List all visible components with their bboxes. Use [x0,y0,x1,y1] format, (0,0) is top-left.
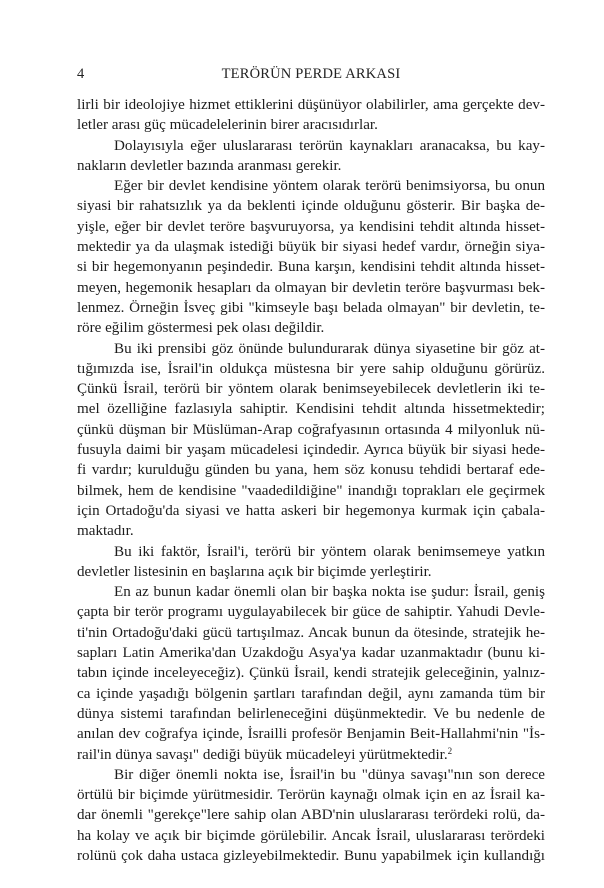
text-line: çapta bir terör programı uygulayabilecek bir güce de sahiptir. Yahudi Devle- [77,604,545,621]
text-line: sapları Latin Amerika'dan Uzakdoğu Asya'ya kadar uzanmaktadır (bunu ki- [77,645,545,662]
text-line: yişle, eğer bir devlet teröre başvuruyorsa, ya kendisini tehdit altında hisset- [77,218,545,235]
text-line: mektedir ya da ulaşmak istediği büyük bir siyasi hedef vardır, örneğin siya- [77,239,545,256]
paragraph [77,339,545,542]
text-line: nakların devletler bazında aranması gerekir. [77,157,342,174]
text-line: Dolayısıyla eğer uluslararası terörün kaynakları aranacaksa, bu kay- [114,137,545,154]
paragraph [77,136,545,177]
text-line: Bu iki faktör, İsrail'i, terörü bir yöntem olarak benimsemeye yatkın [114,543,545,560]
paragraph [77,582,545,765]
text-line: lirli bir ideolojiye hizmet ettiklerini düşünüyor olabilirler, ama gerçekte dev- [77,97,545,113]
text-line: rail'in dünya savaşı" dediği büyük mücadeleyi yürütmektedir.$^2$ [77,745,453,763]
text-line: anılan dev coğrafya içinde, İsrailli profesör Benjamin Beit-Hallahmi'nin "İs- [77,726,545,743]
text-line: röre eğilim göstermesi pek olası değildir. [77,320,325,337]
text-line: fusuyla daimi bir yaşam mücadelesi içindedir. Ayrıca büyük bir siyasi hede- [77,442,545,459]
running-title: TERÖRÜN PERDE ARKASI [221,66,401,82]
paragraph [77,765,545,866]
text-line: meyen, hegemonik hesapları da olmayan bir devletin teröre başvurması bek- [77,279,545,296]
text-line: için Ortadoğu'da siyasi ve hatta askeri bir hegemonya kurmak için çabala- [77,502,545,519]
paragraph [77,95,545,136]
text-line: siyasi bir rahatsızlık ya da beklenti içinde olduğunu gösterir. Bir başka de- [77,198,545,215]
paragraph [77,542,545,583]
text-line: tığımızda ise, İsrail'in oldukça müstesna bir yere sahip olduğunu görürüz. [77,360,545,377]
text-line: Bu iki prensibi göz önünde bulundurarak dünya siyasetine bir göz at- [114,340,545,357]
text-line: si bir hegemonyanın peşindedir. Buna karşın, kendisini tehdit altında hisset- [77,259,545,276]
text-line: fi vardır; kurulduğu günden bu yana, hem söz konusu tehdidi bertaraf ede- [77,462,545,479]
text-line: dar önemli "gerekçe"lere sahip olan ABD'nin uluslararası terördeki rolü, da- [77,807,545,824]
text-line: ha kolay ve açık bir biçimde görülebilir. Ancak İsrail, uluslararası terördeki [77,827,545,844]
text-line: devletler listesinin en başlarına açık bir biçimde yerleştirir. [77,563,432,580]
text-line: letler arası güç mücadelelerinin birer aracısıdırlar. [77,117,378,134]
text-line: bilmek, hem de kendisine "vaadedildiğine" inandığı toprakları ele geçirmek [77,482,545,499]
text-line: maktadır. [77,523,134,540]
body-text [77,95,545,866]
text-line: ti'nin Ortadoğu'daki gücü tartışılmaz. Ancak bunun da ötesinde, stratejik he- [77,624,545,641]
text-line: Çünkü İsrail, terörü bir yöntem olarak benimseyebilecek devletlerin iki te- [77,381,545,398]
text-line: rolünü çok daha ustaca gizleyebilmektedir. Bunu yapabilmek için kullandığı [77,847,545,864]
text-line: Bir diğer önemli nokta ise, İsrail'in bu "dünya savaşı"nın son derece [114,766,545,783]
text-line: örtülü bir biçimde yürütmesidir. Terörün kaynağı olmak için en az İsrail ka- [77,787,545,804]
paragraph [77,176,545,338]
text-line: ca içinde yaşadığı bölgenin şartları tarafından değil, aynı zamanda tüm bir [77,685,545,702]
text-line: lenmez. Örneğin İsveç gibi "kimseyle başı belada olmayan" bir devletin, te- [77,299,545,316]
page-header [77,66,545,88]
footnote-reference: 2 [447,745,453,756]
text-line: En az bunun kadar önemli olan bir başka nokta ise şudur: İsrail, geniş [114,584,545,601]
text-line: çünkü düşman bir Müslüman-Arap coğrafyasının ortasında 4 milyonluk nü- [77,421,545,438]
text-line: Eğer bir devlet kendisine yöntem olarak terörü benimsiyorsa, bu onun [114,178,545,195]
text-line: mel özelliğine fazlasıyla sahiptir. Kendisini tehdit altında hissetmektedir; [77,401,545,418]
page-number: 4 [77,66,85,82]
text-line: dünya sistemi tarafından belirleneceğini düşünmektedir. Ve bu nedenle de [77,705,545,722]
text-line: tabın içinde inceleyeceğiz). Çünkü İsrail, kendi stratejik geleceğinin, yalnız- [77,665,545,682]
